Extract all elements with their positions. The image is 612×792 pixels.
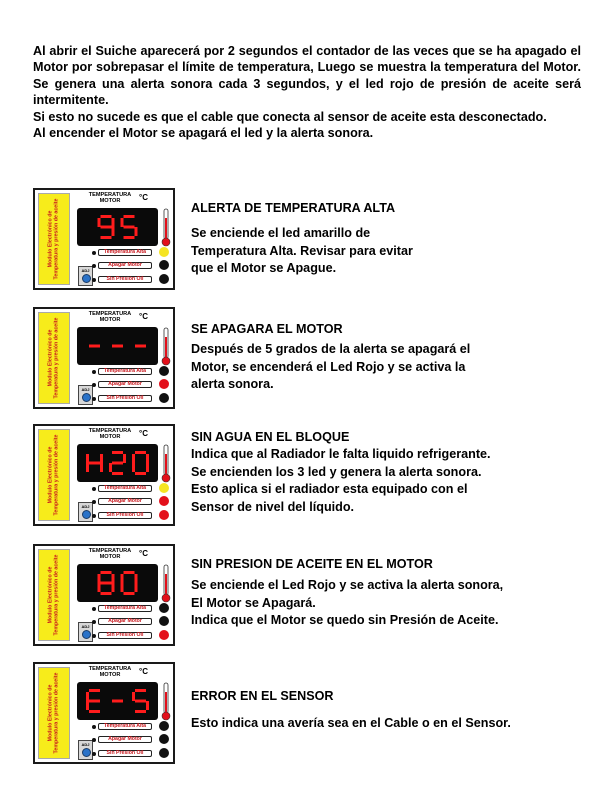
display-segment (98, 583, 101, 592)
indicator-label: Sin Presión Oil (98, 632, 152, 639)
display-segment (112, 227, 115, 236)
seven-segment-readout (77, 327, 158, 365)
unit-label: °C (139, 667, 148, 676)
panel-title-line1: TEMPERATURA (88, 311, 132, 317)
side-label: Modulo Electrónico de Temperatura y presión de aceite (47, 672, 60, 754)
display-segment (89, 700, 100, 703)
section-description (191, 429, 551, 516)
display-segment (135, 710, 146, 713)
display-segment (101, 582, 112, 585)
section-text-line: Motor, se encenderá el Led Rojo y se activa la (191, 359, 466, 374)
indicator-label: Apagar Motor (98, 498, 152, 505)
side-label: Modulo Electrónico de Temperatura y presión de aceite (47, 198, 60, 280)
section-description (191, 321, 551, 394)
display-segment (86, 463, 89, 472)
display-segment (124, 226, 135, 229)
unit-label: °C (139, 429, 148, 438)
display-segment (98, 218, 101, 227)
indicator-label: Sin Presión Oil (98, 750, 152, 757)
display-segment (121, 574, 124, 583)
adjust-knob (82, 393, 91, 402)
connector-dot (92, 752, 96, 756)
led-display (77, 564, 158, 602)
section-text-line: Esto indica una avería sea en el Cable o en el Sensor. (191, 716, 511, 731)
unit-label: °C (139, 549, 148, 558)
indicator-label: Temperatura Alta (98, 605, 152, 612)
display-segment (135, 574, 138, 583)
section-text-line: alerta sonora. (191, 377, 274, 392)
display-segment (123, 454, 126, 463)
adjust-knob (82, 274, 91, 283)
connector-dot (92, 607, 96, 611)
adjust-button[interactable] (78, 622, 93, 642)
connector-dot (92, 620, 96, 624)
indicator-label: Apagar Motor (98, 381, 152, 388)
panel-title (73, 548, 147, 560)
section-title: SIN PRESION DE ACEITE EN EL MOTOR (191, 557, 433, 571)
status-led (159, 748, 169, 758)
display-segment (109, 463, 112, 472)
display-segment (89, 345, 100, 348)
section-title: SIN AGUA EN EL BLOQUE (191, 430, 350, 444)
adjust-label: ADJ (81, 387, 90, 392)
section-title: ERROR EN EL SENSOR (191, 689, 334, 703)
indicator-label: Temperatura Alta (98, 368, 152, 375)
status-led (159, 496, 169, 506)
controller-panel (33, 662, 175, 764)
section-text-line: Indica que al Radiador le falta liquido refrigerante. (191, 447, 491, 462)
seven-segment-readout (77, 564, 158, 602)
display-segment (135, 345, 146, 348)
adjust-knob (82, 630, 91, 639)
indicator-label: Temperatura Alta (98, 723, 152, 730)
section-text-line: Temperatura Alta. Revisar para evitar (191, 243, 413, 258)
connector-dot (92, 514, 96, 518)
side-label: Modulo Electrónico de Temperatura y presión de aceite (47, 554, 60, 636)
display-segment (135, 227, 138, 236)
section-description (191, 200, 551, 278)
adjust-button[interactable] (78, 740, 93, 760)
status-led (159, 721, 169, 731)
display-segment (132, 454, 135, 463)
status-led (159, 247, 169, 257)
status-led (159, 260, 169, 270)
display-segment (101, 215, 112, 218)
side-label-strip (38, 549, 70, 641)
status-led (159, 483, 169, 493)
display-segment (121, 583, 124, 592)
status-led (159, 510, 169, 520)
connector-dot (92, 264, 96, 268)
panel-title (73, 666, 147, 678)
intro-paragraph: Si esto no sucede es que el cable que conecta al sensor de aceite esta desconectado. (33, 109, 547, 124)
panel-title-line2: MOTOR (99, 198, 121, 205)
panel-title (73, 428, 147, 440)
panel-title-line2: MOTOR (99, 317, 121, 324)
panel-title-line2: MOTOR (99, 672, 121, 679)
display-segment (112, 345, 123, 348)
panel-title-line1: TEMPERATURA (88, 428, 132, 434)
side-label: Modulo Electrónico de Temperatura y presión de aceite (47, 434, 60, 516)
section-text-line: que el Motor se Apague. (191, 261, 337, 276)
display-segment (100, 463, 103, 472)
display-segment (89, 689, 100, 692)
display-segment (101, 571, 112, 574)
status-led (159, 393, 169, 403)
panel-title-line2: MOTOR (99, 554, 121, 561)
indicator-label: Temperatura Alta (98, 485, 152, 492)
indicator-label: Apagar Motor (98, 262, 152, 269)
controller-panel (33, 544, 175, 646)
status-led (159, 366, 169, 376)
display-segment (146, 701, 149, 710)
adjust-label: ADJ (81, 742, 90, 747)
status-led (159, 616, 169, 626)
section-text-line: Se enciende el Led Rojo y se activa la alerta sonora, (191, 578, 504, 593)
display-segment (112, 451, 123, 454)
display-segment (101, 226, 112, 229)
display-segment (124, 571, 135, 574)
indicator-label: Sin Presión Oil (98, 276, 152, 283)
status-led (159, 603, 169, 613)
panel-title-line1: TEMPERATURA (88, 548, 132, 554)
display-segment (121, 218, 124, 227)
adjust-knob (82, 748, 91, 757)
controller-panel (33, 188, 175, 290)
panel-title-line2: MOTOR (99, 434, 121, 441)
connector-dot (92, 383, 96, 387)
panel-title-line1: TEMPERATURA (88, 666, 132, 672)
status-led (159, 379, 169, 389)
display-segment (135, 700, 146, 703)
side-label-strip (38, 312, 70, 404)
display-segment (124, 592, 135, 595)
display-segment (112, 472, 123, 475)
intro-text (33, 43, 581, 141)
seven-segment-readout (77, 444, 158, 482)
adjust-button[interactable] (78, 266, 93, 286)
connector-dot (92, 725, 96, 729)
status-led (159, 630, 169, 640)
connector-dot (92, 500, 96, 504)
section-text-line: Indica que el Motor se quedo sin Presión de Aceite. (191, 613, 499, 628)
display-segment (135, 583, 138, 592)
side-label: Modulo Electrónico de Temperatura y presión de aceite (47, 317, 60, 399)
display-segment (86, 454, 89, 463)
section-text-line: Se encienden los 3 led y genera la alerta sonora. (191, 464, 482, 479)
section-text-line: El Motor se Apagará. (191, 595, 316, 610)
controller-panel (33, 307, 175, 409)
display-segment (112, 574, 115, 583)
adjust-label: ADJ (81, 268, 90, 273)
display-segment (112, 700, 123, 703)
display-segment (132, 692, 135, 701)
panel-title-line1: TEMPERATURA (88, 192, 132, 198)
seven-segment-readout (77, 208, 158, 246)
status-led (159, 274, 169, 284)
unit-label: °C (139, 193, 148, 202)
adjust-knob (82, 510, 91, 519)
panel-title (73, 311, 147, 323)
display-segment (101, 236, 112, 239)
display-segment (86, 692, 89, 701)
display-segment (89, 462, 100, 465)
section-title: SE APAGARA EL MOTOR (191, 322, 343, 336)
display-segment (135, 451, 146, 454)
adjust-label: ADJ (81, 504, 90, 509)
led-display (77, 327, 158, 365)
section-text-line: Sensor de nivel del líquido. (191, 499, 355, 514)
section-description (191, 556, 551, 630)
adjust-button[interactable] (78, 385, 93, 405)
display-segment (146, 463, 149, 472)
connector-dot (92, 634, 96, 638)
connector-dot (92, 278, 96, 282)
side-label-strip (38, 193, 70, 285)
intro-paragraph: Al encender el Motor se apagará el led y la alerta sonora. (33, 126, 374, 141)
connector-dot (92, 738, 96, 742)
display-segment (124, 236, 135, 239)
indicator-label: Sin Presión Oil (98, 512, 152, 519)
controller-panel (33, 424, 175, 526)
seven-segment-readout (77, 682, 158, 720)
unit-label: °C (139, 312, 148, 321)
connector-dot (92, 251, 96, 255)
adjust-button[interactable] (78, 502, 93, 522)
display-segment (146, 454, 149, 463)
display-segment (86, 701, 89, 710)
indicator-label: Sin Presión Oil (98, 395, 152, 402)
connector-dot (92, 370, 96, 374)
section-text-line: Se enciende el led amarillo de (191, 226, 371, 241)
display-segment (89, 710, 100, 713)
display-segment (135, 472, 146, 475)
intro-paragraph: Al abrir el Suiche aparecerá por 2 segundos el contador de las veces que se ha apagado el Motor por sobrepasar el límite de temperatura, Luego se muestra la temperatura del Motor. Se genera una alerta sonora cada 3 segundos, y el led rojo de presión de aceite será intermitente. (33, 44, 581, 108)
side-label-strip (38, 429, 70, 521)
display-segment (112, 462, 123, 465)
led-display (77, 444, 158, 482)
indicator-label: Apagar Motor (98, 618, 152, 625)
adjust-label: ADJ (81, 624, 90, 629)
connector-dot (92, 487, 96, 491)
section-title: ALERTA DE TEMPERATURA ALTA (191, 201, 396, 215)
section-text-line: Después de 5 grados de la alerta se apagará el (191, 342, 471, 357)
display-segment (98, 574, 101, 583)
indicator-label: Apagar Motor (98, 736, 152, 743)
section-text-line: Esto aplica si el radiador esta equipado con el (191, 482, 468, 497)
display-segment (124, 215, 135, 218)
section-description (191, 688, 551, 733)
side-label-strip (38, 667, 70, 759)
display-segment (112, 218, 115, 227)
connector-dot (92, 397, 96, 401)
indicator-label: Temperatura Alta (98, 249, 152, 256)
display-segment (101, 592, 112, 595)
display-segment (112, 583, 115, 592)
display-segment (100, 454, 103, 463)
display-segment (135, 689, 146, 692)
display-segment (132, 463, 135, 472)
led-display (77, 208, 158, 246)
led-display (77, 682, 158, 720)
panel-title (73, 192, 147, 204)
status-led (159, 734, 169, 744)
